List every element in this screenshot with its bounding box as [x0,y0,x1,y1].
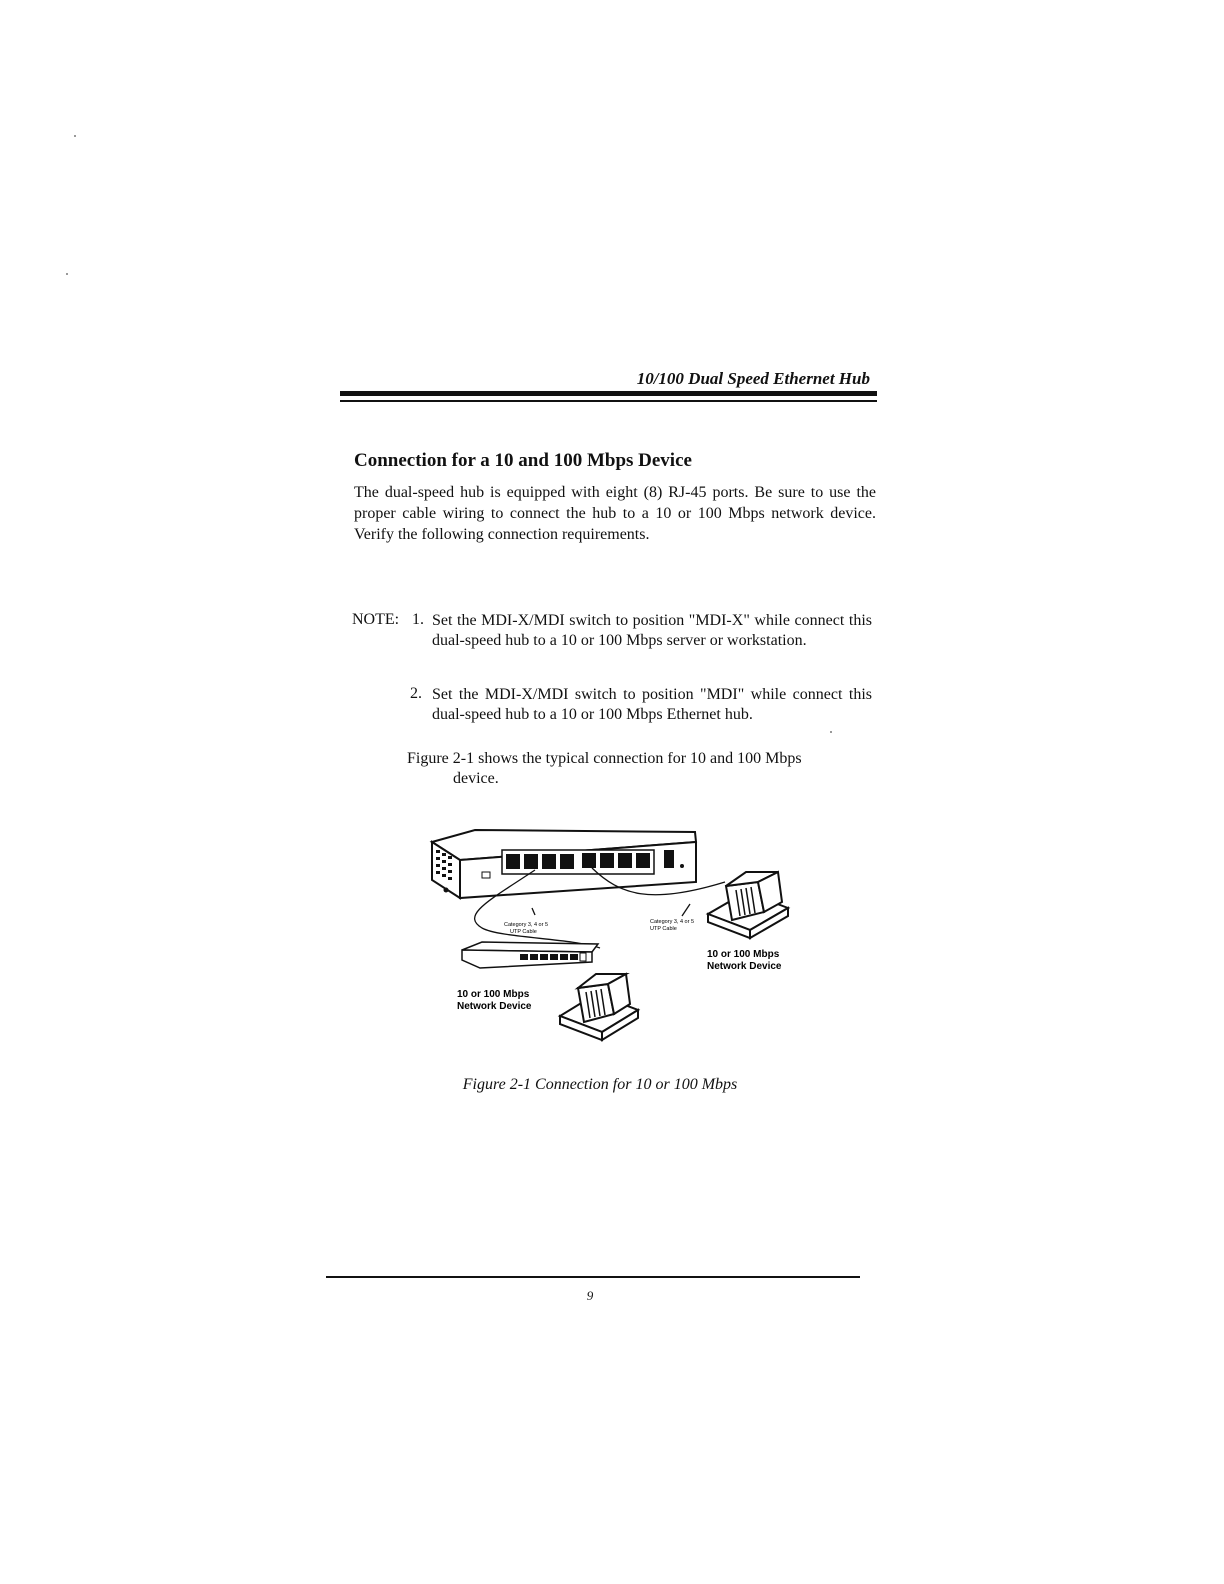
device-label-right: 10 or 100 Mbps Network Device [707,949,782,972]
scan-speck [830,731,832,733]
section-title: Connection for a 10 and 100 Mbps Device [354,450,692,471]
network-device-left [560,974,638,1040]
footer-rule [326,1276,860,1278]
device-label-left: 10 or 100 Mbps Network Device [457,989,532,1012]
connection-diagram [420,820,810,1055]
scan-speck [74,135,76,137]
page-number: 9 [586,1288,594,1303]
header-rule-thick [340,391,877,396]
cable-label-left: Category 3, 4 or 5 UTP Cable [504,922,549,935]
cable-label-right: Category 3, 4 or 5 UTP Cable [650,919,695,932]
running-header: 10/100 Dual Speed Ethernet Hub [636,369,870,388]
figure-reference-line-1: Figure 2-1 shows the typical connection for 10 and 100 Mbps [407,750,802,767]
intro-paragraph: The dual-speed hub is equipped with eight (8) RJ-45 ports. Be sure to use the proper cable wiring to connect the hub to a 10 or 100 Mbps network device. Verify the following connection requirements. [354,484,876,543]
network-device-right [708,872,788,938]
note-label: NOTE: [352,611,400,628]
note-item-text: Set the MDI-X/MDI switch to position "MDI" while connect this dual-speed hub to a 10 or 100 Mbps Ethernet hub. [432,686,872,723]
scan-speck [66,273,68,275]
figure-reference [407,749,871,789]
main-hub [432,830,696,898]
figure-reference-line-2: device. [453,770,499,787]
note-item-text: Set the MDI-X/MDI switch to position "MDI-X" while connect this dual-speed hub to a 10 or 100 Mbps server or workstation. [432,612,872,649]
figure-caption: Figure 2-1 Connection for 10 or 100 Mbps [462,1076,738,1093]
secondary-hub [462,942,598,968]
header-rule-thin [340,400,877,402]
note-item-number: 2. [410,685,422,702]
note-item-number: 1. [412,611,424,628]
